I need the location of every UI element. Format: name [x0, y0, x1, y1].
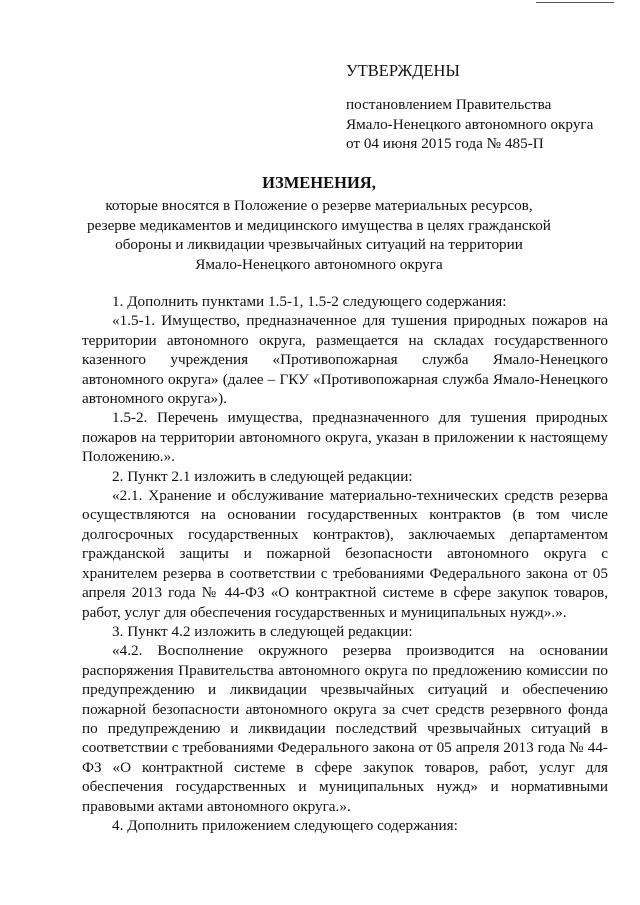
paragraph: 2. Пункт 2.1 изложить в следующей редакции: [112, 467, 413, 485]
paragraph: «2.1. Хранение и обслуживание материально-технических средств резерва осуществляются на основании государственных контрактов (в том числе долгосрочных государственных контрактов), заключаемых департаментом гражданской защиты и пожарной безопасности автономного округа с хранителем резерва в соответствии с требованиями Федерального закона от 05 апреля 2013 года № 44-ФЗ «О контрактной системе в сфере закупок товаров, работ, услуг для обеспечения государственных и муниципальных нужд».». [82, 487, 608, 621]
approval-line: Ямало-Ненецкого автономного округа [346, 115, 594, 133]
document-title [64, 172, 574, 274]
paragraph: 1. Дополнить пунктами 1.5-1, 1.5-2 следующего содержания: [112, 293, 507, 310]
title-line: резерве медикаментов и медицинского имущества в целях гражданской [87, 216, 551, 234]
document-body [82, 292, 608, 835]
approval-block [346, 60, 593, 154]
title-main: ИЗМЕНЕНИЯ, [262, 173, 376, 192]
approval-line: от 04 июня 2015 года № 485-П [346, 135, 544, 153]
paragraph: «4.2. Восполнение окружного резерва производится на основании распоряжения Правительства автономного округа по предложению комиссии по предупреждению и ликвидации чрезвычайных ситуаций и обеспечению пожарной безопасности автономного округа за счет средств резервного фонда по предупреждению и ликвидации последствий чрезвычайных ситуаций в соответствии с требованиями Федерального закона от 05 апреля 2013 года № 44-ФЗ «О контрактной системе в сфере закупок товаров, работ, услуг для обеспечения государственных и муниципальных нужд» и нормативными правовыми актами автономного округа.». [82, 642, 608, 815]
title-line: которые вносятся в Положение о резерве материальных ресурсов, [105, 197, 533, 214]
paragraph: 4. Дополнить приложением следующего содержания: [112, 816, 458, 834]
paragraph: 1.5-2. Перечень имущества, предназначенного для тушения природных пожаров на территории автономного округа, указан в приложении к настоящему Положению.». [82, 409, 608, 466]
title-line: Ямало-Ненецкого автономного округа [195, 255, 443, 273]
top-rule [536, 2, 614, 3]
title-line: обороны и ликвидации чрезвычайных ситуаций на территории [115, 236, 523, 254]
paragraph: 3. Пункт 4.2 изложить в следующей редакции: [112, 622, 413, 640]
paragraph: «1.5-1. Имущество, предназначенное для тушения природных пожаров на территории автономного округа, размещается на складах государственного казенного учреждения «Противопожарная служба Ямало-Ненецкого автономного округа» (далее – ГКУ «Противопожарная служба Ямало-Ненецкого автономного округа»). [82, 312, 608, 408]
approval-heading: УТВЕРЖДЕНЫ [346, 61, 460, 80]
approval-line: постановлением Правительства [346, 96, 552, 113]
